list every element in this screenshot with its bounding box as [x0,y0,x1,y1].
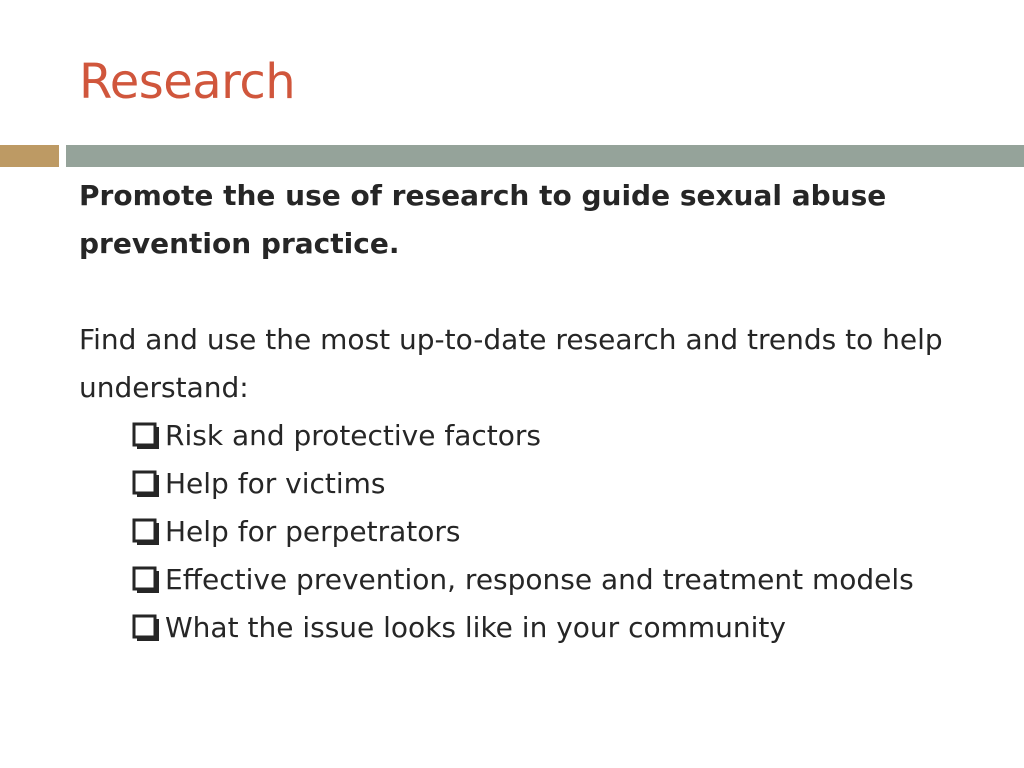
intro-text: Find and use the most up-to-date research and trends to help understand: [79,323,943,404]
checklist [79,412,979,652]
accent-bar-right [66,145,1024,167]
slide-title: Research [79,54,296,110]
checklist-item-label: Effective prevention, response and treatment models [165,563,914,596]
checklist-item-label: Risk and protective factors [165,419,541,452]
checklist-item [132,604,979,652]
checklist-item-label: What the issue looks like in your community [165,611,786,644]
checkbox-icon [132,412,165,460]
checklist-item [132,508,979,556]
checkbox-icon [132,556,165,604]
checkbox-icon [132,508,165,556]
paragraph-spacer [79,268,979,316]
checklist-item [132,556,979,604]
checklist-item-label: Help for victims [165,467,386,500]
slide-body [79,172,979,652]
checkbox-icon [132,604,165,652]
accent-bar-left [0,145,59,167]
checklist-item [132,412,979,460]
checkbox-icon [132,460,165,508]
checklist-item-label: Help for perpetrators [165,515,461,548]
checklist-item [132,460,979,508]
lead-statement: Promote the use of research to guide sexual abuse prevention practice. [79,179,887,260]
